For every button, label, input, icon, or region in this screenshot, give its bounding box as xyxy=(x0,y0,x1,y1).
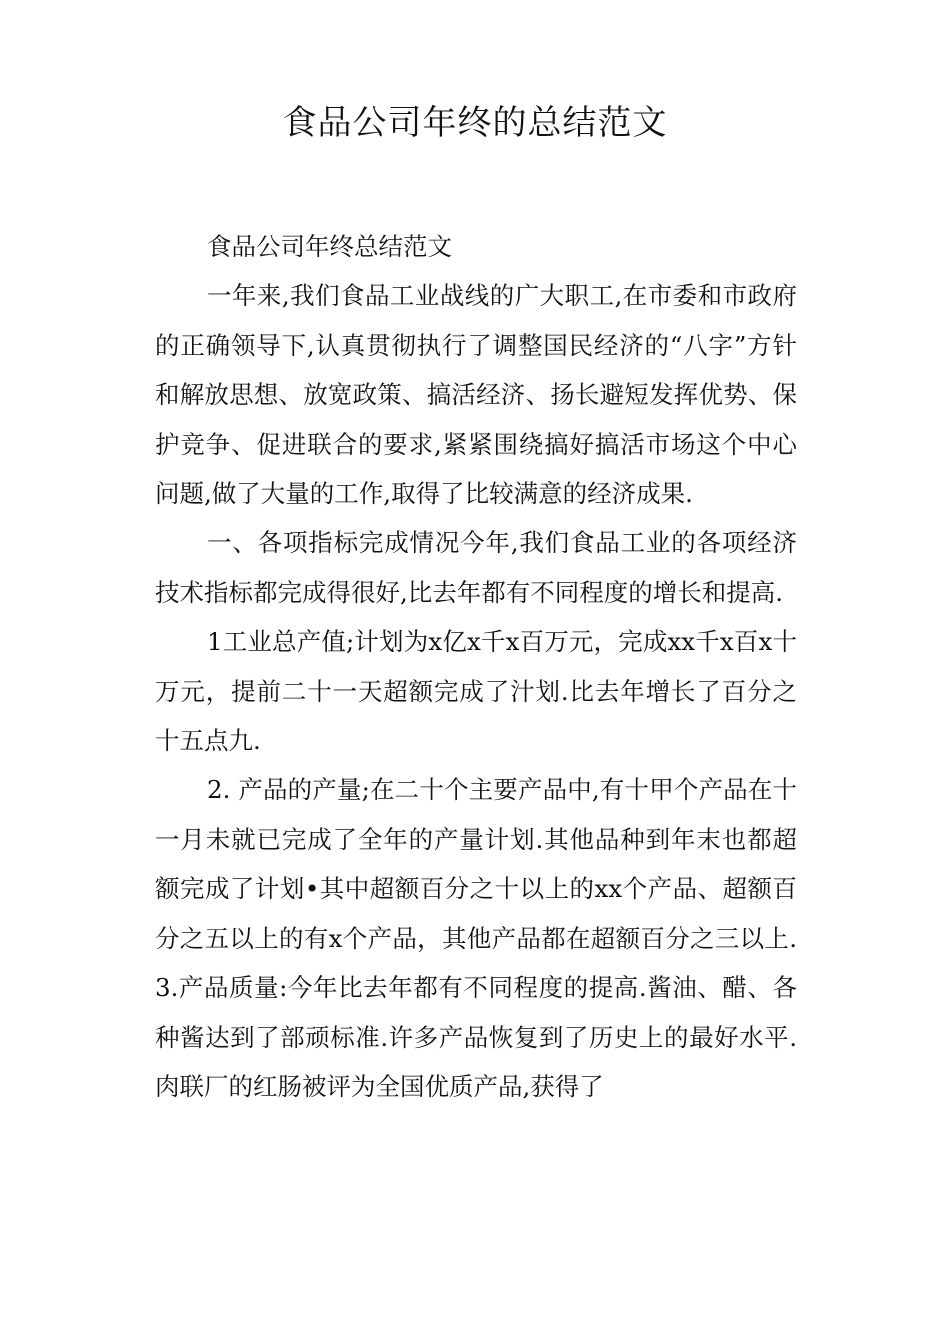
paragraph-intro: 一年来,我们食品工业战线的广大职工,在市委和市政府的正确领导下,认真贯彻执行了调整国民经济的“八字”方针和解放思想、放宽政策、搞活经济、扬长避短发挥优势、保护竞争、促进联合的要求,紧紧围绕搞好搞活市场这个中心问题,做了大量的工作,取得了比较满意的经济成果. xyxy=(155,281,797,509)
paragraph-output-value: 1工业总产值;计划为x亿x千x百万元，完成xx千x百x十万元，提前二十一天超额完成了汁划.比去年增长了百分之十五点九. xyxy=(155,627,797,756)
paragraph-subtitle: 食品公司年终总结范文 xyxy=(207,232,452,261)
paragraph-production: 2. 产品的产量;在二十个主要产品中,有十甲个产品在十一月未就已完成了全年的产量计划.其他品种到年末也都超额完成了计划•其中超额百分之十以上的xx个产品、超额百分之五以上的有x个产品，其他产品都在超额百分之三以上.3.产品质量:今年比去年都有不同程度的提高.酱油、醋、各种酱达到了部顽标准.许多产品恢复到了历史上的最好水平.肉联厂的红肠被评为全国优质产品,获得了 xyxy=(155,775,797,1101)
document-body xyxy=(155,222,797,1111)
paragraph-section-one: 一、各项指标完成情况今年,我们食品工业的各项经济技术指标都完成得很好,比去年都有不同程度的增长和提高. xyxy=(155,528,797,607)
document-title: 食品公司年终的总结范文 xyxy=(282,103,668,143)
